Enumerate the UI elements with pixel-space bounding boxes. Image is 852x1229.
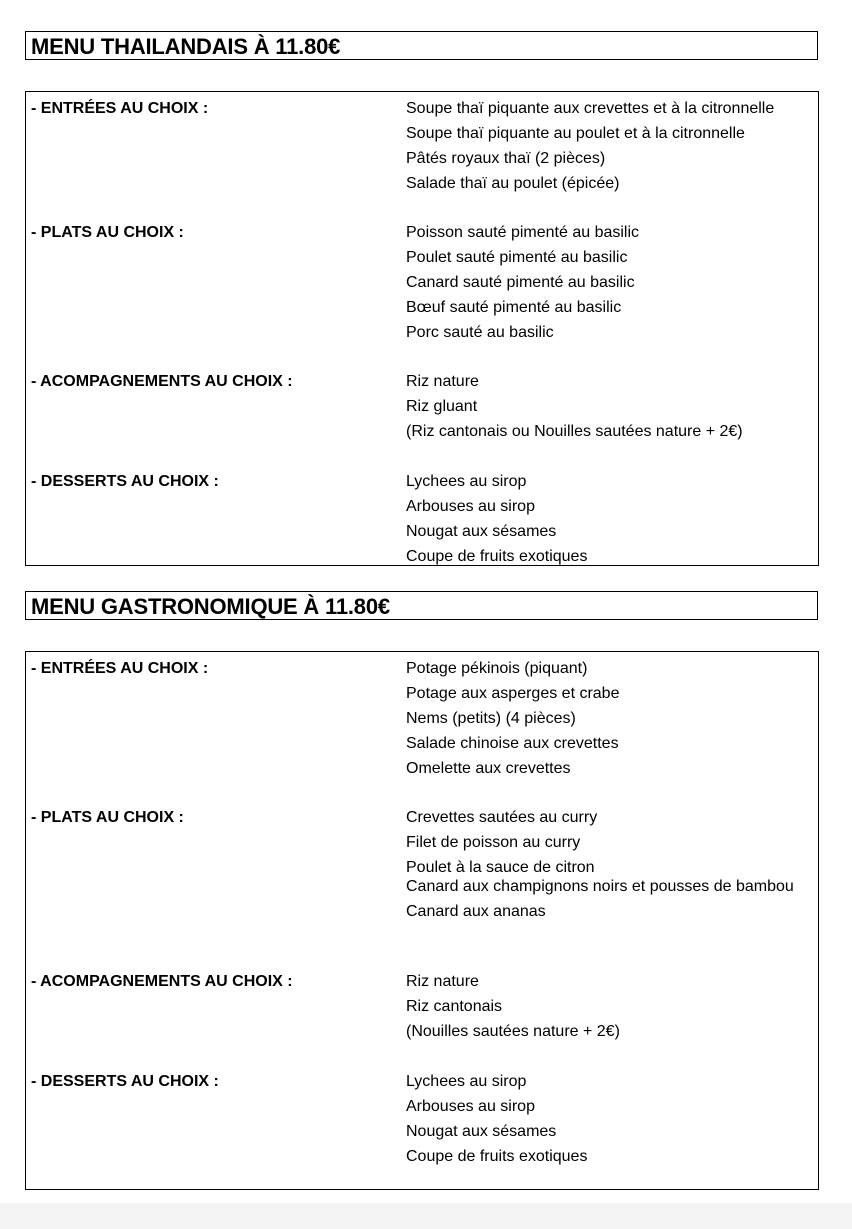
course-label: - ENTRÉES AU CHOIX : [31,100,209,117]
course-items [406,99,811,199]
course-label: - PLATS AU CHOIX : [31,224,184,241]
menu-section [25,91,819,566]
menu-item: Poulet sauté pimenté au basilic [406,249,628,266]
menu-item: Coupe de fruits exotiques [406,548,588,565]
menu-title: MENU THAILANDAIS À 11.80€ [25,31,818,60]
menu-item: Nems (petits) (4 pièces) [406,710,576,727]
menu-item: Porc sauté au basilic [406,324,554,341]
menu-item: Potage pékinois (piquant) [406,660,588,677]
menu-item: Crevettes sautées au curry [406,809,598,826]
course-items [406,472,811,572]
course-items [406,372,811,447]
menu-item: Lychees au sirop [406,1073,527,1090]
menu-item: Lychees au sirop [406,473,527,490]
menu-item: Riz cantonais [406,998,503,1015]
menu-item: (Riz cantonais ou Nouilles sautées nature + 2€) [406,423,743,440]
menu-section [25,651,819,1190]
page-bottom-margin [0,1203,852,1229]
course-label: - ACOMPAGNEMENTS AU CHOIX : [31,373,293,390]
menu-item: Bœuf sauté pimenté au basilic [406,299,622,316]
menu-item: Pâtés royaux thaï (2 pièces) [406,150,606,167]
menu-item: Riz nature [406,973,479,990]
course-label: - PLATS AU CHOIX : [31,809,184,826]
course-label: - ENTRÉES AU CHOIX : [31,660,209,677]
menu-item: Salade thaï au poulet (épicée) [406,175,620,192]
course-items [406,1072,811,1172]
menu-item: (Nouilles sautées nature + 2€) [406,1023,620,1040]
course-label: - DESSERTS AU CHOIX : [31,1073,219,1090]
menu-item: Nougat aux sésames [406,523,557,540]
menu-item: Arbouses au sirop [406,1098,535,1115]
menu-item: Potage aux asperges et crabe [406,685,620,702]
menu-item: Riz nature [406,373,479,390]
course-label: - DESSERTS AU CHOIX : [31,473,219,490]
menu-item: Poisson sauté pimenté au basilic [406,224,640,241]
menu-item: Arbouses au sirop [406,498,535,515]
menu-item: Poulet à la sauce de citron [406,859,595,876]
menu-item: Canard aux champignons noirs et pousses de bambou [406,878,794,895]
menu-item: Nougat aux sésames [406,1123,557,1140]
course-items [406,972,811,1047]
menu-item: Canard sauté pimenté au basilic [406,274,635,291]
menu-item: Salade chinoise aux crevettes [406,735,619,752]
menu-item: Coupe de fruits exotiques [406,1148,588,1165]
course-items [406,659,811,784]
course-items [406,223,811,348]
menu-item: Canard aux ananas [406,903,546,920]
menu-item: Soupe thaï piquante aux crevettes et à la citronnelle [406,100,775,117]
menu-item: Filet de poisson au curry [406,834,581,851]
menu-item: Soupe thaï piquante au poulet et à la citronnelle [406,125,745,142]
course-label: - ACOMPAGNEMENTS AU CHOIX : [31,973,293,990]
menu-title: MENU GASTRONOMIQUE À 11.80€ [25,591,818,620]
menu-item: Riz gluant [406,398,478,415]
menu-item: Omelette aux crevettes [406,760,571,777]
course-items [406,808,811,927]
